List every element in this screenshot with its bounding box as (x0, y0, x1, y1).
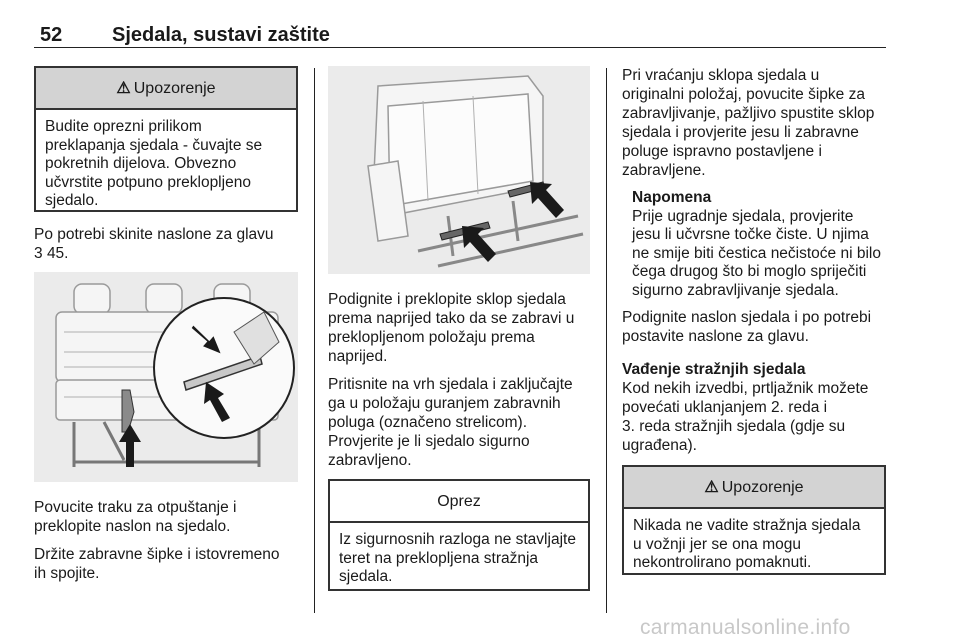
text-line: originalni položaj, povucite šipke za (622, 86, 865, 103)
text-line: Nikada ne vadite stražnja sjedala (633, 517, 861, 534)
paragraph (622, 308, 886, 346)
column-1 (34, 66, 298, 592)
column-divider-1 (314, 68, 315, 613)
text-line: učvrstite potpuno preklopljeno (45, 173, 251, 191)
text-line: Držite zabravne šipke i istovremeno (34, 546, 280, 563)
illustration-folded-seats (328, 66, 590, 274)
text-line: povećati uklanjanjem 2. reda i (622, 399, 828, 416)
text-line: Povucite traku za otpuštanje i (34, 499, 237, 516)
text-line: čega drugog što bi moglo spriječiti (632, 263, 867, 280)
text-line: preklapanja sjedala - čuvajte se (45, 136, 263, 154)
page-number: 52 (40, 24, 63, 46)
folded-seats-drawing (328, 66, 590, 274)
warning-text (36, 110, 296, 220)
paragraph (622, 66, 886, 180)
warning-title: Upozorenje (133, 79, 216, 97)
cross-reference-icon: 3 (34, 245, 47, 262)
text-line: teret na preklopljena stražnja (339, 549, 539, 567)
text-line: postavite naslone za glavu. (622, 328, 809, 345)
text-line: zabravljivanje, pažljivo spustite sklop (622, 105, 875, 122)
note-title: Napomena (632, 189, 712, 206)
text-line: Pri vraćanju sklopa sjedala u (622, 67, 820, 84)
paragraph (622, 379, 886, 455)
caution-box-header (330, 481, 588, 523)
text-line: Budite oprezni prilikom (45, 118, 202, 135)
illustration-seat-strap (34, 272, 298, 482)
section-title: Sjedala, sustavi zaštite (112, 24, 330, 46)
text-line: sjedala i provjerite jesu li zabravne (622, 124, 859, 141)
text-line: Prije ugradnje sjedala, provjerite (632, 207, 854, 225)
text-line: Provjerite je li sjedalo sigurno (328, 433, 530, 450)
paragraph (34, 498, 298, 536)
caution-title: Oprez (437, 492, 481, 510)
header-rule (34, 47, 886, 48)
text-line: preklopljenom položaju prema (328, 329, 535, 346)
text-line: prema naprijed tako da se zabravi u (328, 310, 575, 327)
seat-strap-drawing (34, 272, 298, 482)
text-line: ugrađena). (622, 437, 697, 454)
column-2 (328, 66, 590, 591)
text-line: poluge ispravno postavljene i (622, 143, 822, 160)
paragraph (328, 290, 590, 366)
paragraph (328, 375, 590, 470)
note-block (622, 189, 886, 300)
warning-title: Upozorenje (721, 478, 804, 496)
warning-triangle-icon: ⚠ (704, 478, 719, 496)
text-line: Podignite i preklopite sklop sjedala (328, 291, 566, 308)
warning-text (624, 509, 884, 582)
text-line: ga u položaju guranjem zabravnih (328, 395, 561, 412)
watermark: carmanualsonline.info (640, 616, 851, 639)
text-line: sjedalo. (45, 192, 99, 209)
warning-box-1 (34, 66, 298, 212)
text-line: Iz sigurnosnih razloga ne stavljajte (339, 531, 576, 548)
text-line: nekontrolirano pomaknuti. (633, 554, 812, 571)
page-header (0, 0, 960, 50)
paragraph (34, 225, 298, 263)
warning-box-2 (622, 465, 886, 575)
text-line: sigurno zabravljivanje sjedala. (632, 281, 839, 299)
text-line: pokretnih dijelova. Obvezno (45, 155, 237, 172)
text-line: Pritisnite na vrh sjedala i zaključajte (328, 376, 573, 393)
subheading: Vađenje stražnjih sjedala (622, 361, 806, 378)
text-line: zabravljeno. (328, 452, 412, 469)
page-reference: 45. (46, 245, 69, 262)
text-line: naprijed. (328, 348, 388, 365)
column-divider-2 (606, 68, 607, 613)
paragraph (34, 545, 298, 583)
text-line: 3. reda stražnjih sjedala (gdje su (622, 418, 846, 435)
text-line: zabravljene. (622, 162, 706, 179)
text-line: Kod nekih izvedbi, prtljažnik možete (622, 380, 869, 397)
warning-triangle-icon: ⚠ (116, 79, 131, 97)
text-line: ne smije biti čestica nečistoće ni bilo (632, 244, 881, 262)
text-line: Podignite naslon sjedala i po potrebi (622, 309, 872, 326)
warning-box-header (36, 68, 296, 110)
text-line: u vožnji jer se ona mogu (633, 535, 802, 553)
text-line: preklopite naslon na sjedalo. (34, 518, 231, 535)
text-line: ih spojite. (34, 565, 100, 582)
text-line: jesu li učvrsne točke čiste. U njima (632, 226, 869, 243)
warning-box-header (624, 467, 884, 509)
column-3 (622, 66, 886, 575)
caution-box (328, 479, 590, 591)
text-line: sjedala. (339, 568, 393, 585)
text-line: Po potrebi skinite naslone za glavu (34, 226, 274, 243)
text-line: poluga (označeno strelicom). (328, 414, 528, 431)
caution-text (330, 523, 588, 596)
